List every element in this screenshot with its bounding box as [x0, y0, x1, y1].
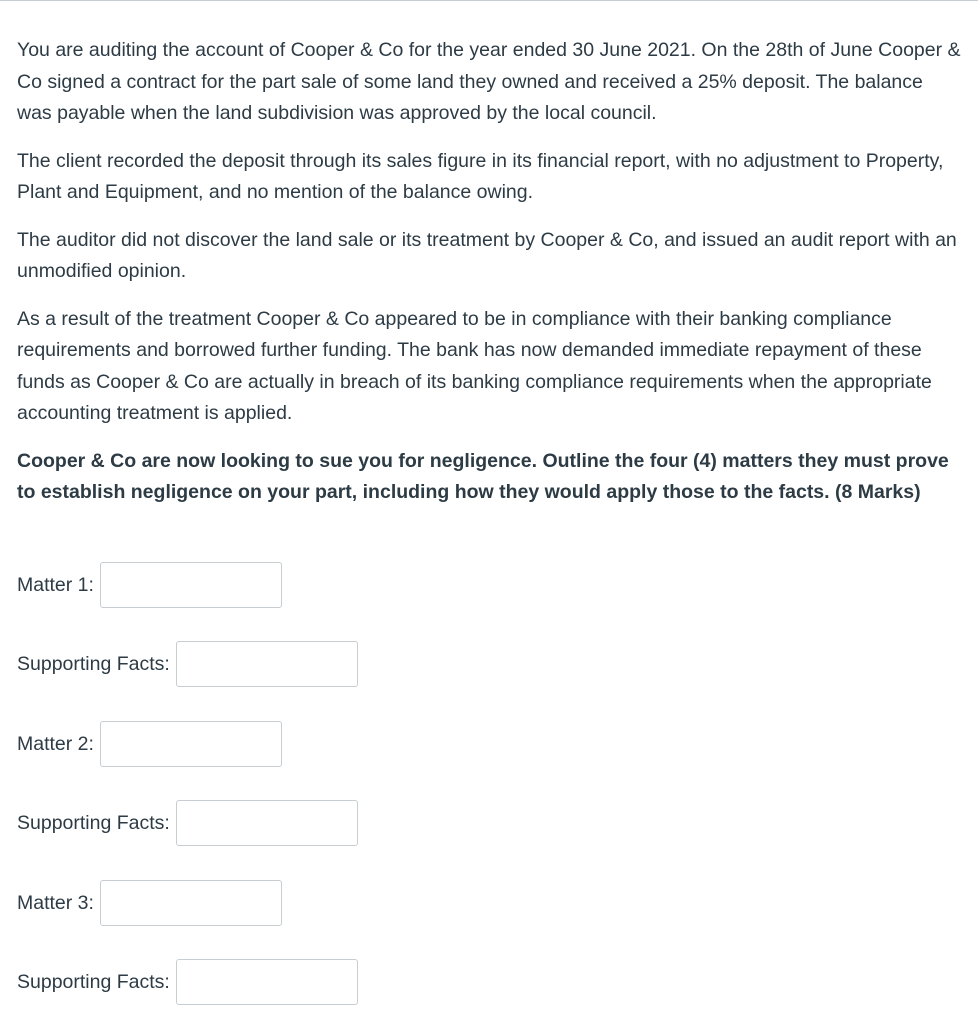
supporting-facts-3-input[interactable]: [176, 959, 358, 1005]
question-paragraph-4: As a result of the treatment Cooper & Co appeared to be in compliance with their banking compliance requirements and borrowed further funding. The bank has now demanded immediate repayment of these funds as Cooper & Co are actually in breach of its banking compliance requirements when the appropriate accounting treatment is applied.: [17, 307, 932, 424]
supporting-facts-2-label: Supporting Facts:: [17, 812, 170, 834]
supporting-facts-1-input[interactable]: [176, 641, 358, 687]
answer-row-facts-2: [17, 798, 358, 848]
answer-row-matter-3: [17, 878, 282, 928]
matter-2-input[interactable]: [100, 721, 282, 767]
matter-2-label: Matter 2:: [17, 733, 94, 755]
matter-1-label: Matter 1:: [17, 574, 94, 596]
question-prompt: Cooper & Co are now looking to sue you for negligence. Outline the four (4) matters they must prove to establish negligence on your part, including how they would apply those to the facts. (8 Marks): [17, 449, 949, 503]
top-divider: [0, 0, 978, 1]
question-paragraph-1: You are auditing the account of Cooper & Co for the year ended 30 June 2021. On the 28th of June Cooper & Co signed a contract for the part sale of some land they owned and received a 25% deposit. The balance was payable when the land subdivision was approved by the local council.: [17, 39, 961, 124]
question-paragraph-3: The auditor did not discover the land sale or its treatment by Cooper & Co, and issued an audit report with an unmodified opinion.: [17, 228, 957, 282]
supporting-facts-3-label: Supporting Facts:: [17, 971, 170, 993]
matter-3-label: Matter 3:: [17, 892, 94, 914]
matter-3-input[interactable]: [100, 880, 282, 926]
answer-row-matter-2: [17, 719, 282, 769]
answer-row-facts-1: [17, 639, 358, 689]
supporting-facts-1-label: Supporting Facts:: [17, 653, 170, 675]
question-paragraph-2: The client recorded the deposit through its sales figure in its financial report, with no adjustment to Property, Plant and Equipment, and no mention of the balance owing.: [17, 149, 944, 203]
matter-1-input[interactable]: [100, 562, 282, 608]
answer-row-matter-1: [17, 560, 282, 610]
supporting-facts-2-input[interactable]: [176, 800, 358, 846]
answer-row-facts-3: [17, 957, 358, 1007]
question-text: [17, 35, 962, 509]
